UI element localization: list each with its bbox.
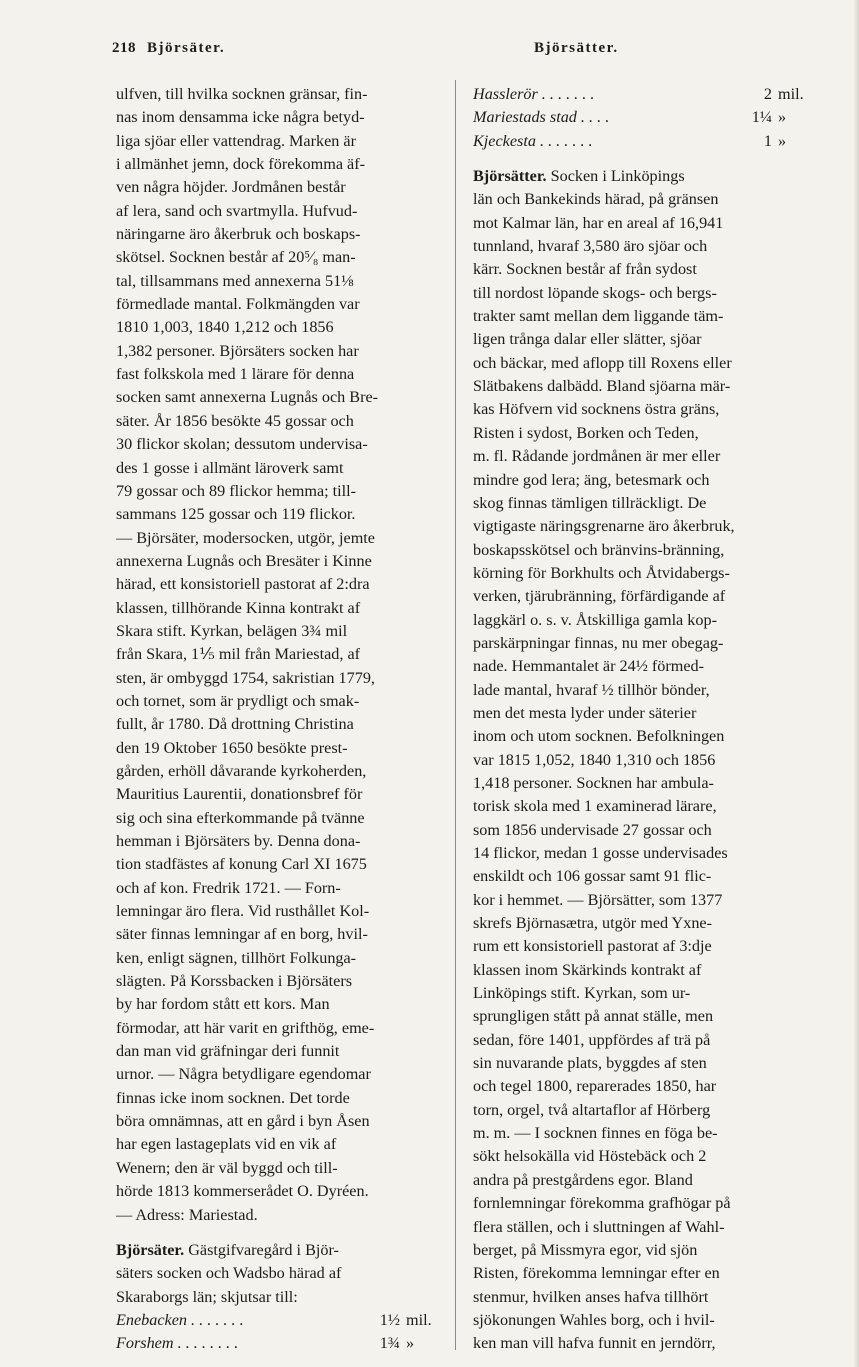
text-line: 30 flickor skolan; dessutom undervisa- — [116, 435, 368, 454]
text-line: sten, är ombyggd 1754, sakristian 1779, — [116, 668, 375, 687]
text-line: ligen trånga dalar eller slätter, sjöar — [473, 330, 702, 349]
text-line: tion stadfästes af konung Carl XI 1675 — [116, 855, 367, 874]
text-line: 14 flickor, medan 1 gosse undervisades — [473, 844, 728, 862]
text-line: förmedlade mantal. Folkmängden var — [116, 295, 360, 314]
distance-unit: mil. — [406, 1310, 432, 1329]
text-line: torn, orgel, två altartaflor af Hörberg — [473, 1100, 711, 1119]
text-line: och af kon. Fredrik 1721. — Forn- — [116, 878, 341, 897]
text-line: andra på prestgårdens egor. Bland — [473, 1170, 693, 1189]
text-line: kor i hemmet. — Björsätter, som 1377 — [473, 890, 723, 909]
text-line: berget, på Missmyra egor, vid sjön — [473, 1240, 698, 1259]
text-line: sedan, före 1401, uppfördes af trä på — [473, 1030, 711, 1049]
text-line: flera ställen, och i sluttningen af Wahl- — [473, 1217, 725, 1236]
text-line: men det mesta lyder under säterier — [473, 703, 697, 722]
text-line: härad, ett konsistoriell pastorat af 2:dra — [116, 575, 370, 594]
text-line: böra omnämnas, att en gård i byn Åsen — [116, 1112, 370, 1131]
text-line: socken samt annexerna Lugnås och Bre- — [116, 388, 379, 407]
entry-headword: Björsäter. — [116, 1240, 185, 1259]
right-body-text — [473, 165, 818, 1356]
text-line: mot Kalmar län, har en areal af 16,941 — [473, 213, 724, 232]
text-line: lemningar äro flera. Vid rusthållet Kol- — [116, 902, 370, 921]
text-line: och tornet, som är prydligt och smak- — [116, 691, 360, 710]
text-line: m. fl. Rådande jordmånen är mer eller — [473, 447, 721, 466]
text-line: klassen, tillhörande Kinna kontrakt af — [116, 598, 361, 617]
distance-unit: mil. — [778, 85, 804, 103]
text-line: ken man vill hafva funnit en jerndörr, — [473, 1334, 716, 1353]
running-head-right: Björsätter. — [534, 40, 619, 56]
text-line: från Skara, 1⅕ mil från Mariestad, af — [116, 645, 361, 664]
text-line: säter finnas lemningar af en borg, hvil- — [116, 925, 368, 944]
text-line: lade mantal, hvaraf ½ tillhör bönder, — [473, 680, 710, 699]
text-line: nade. Hemmantalet är 24½ förmed- — [473, 657, 705, 676]
text-line: rum ett konsistoriell pastorat af 3:dje — [473, 937, 712, 956]
text-line: tal, tillsammans med annexerna 51⅛ — [116, 271, 354, 290]
text-line: gården, erhöll dåvarande kyrkoherden, — [116, 761, 367, 780]
text-line: klassen inom Skärkinds kontrakt af — [473, 960, 702, 979]
text-line: sammans 125 gossar och 119 flickor. — [116, 505, 356, 524]
distance-row — [116, 1332, 446, 1355]
text-line: skrefs Björnasætra, utgör med Yxne- — [473, 914, 713, 933]
text-line: nas inom densamma icke några betyd- — [116, 108, 365, 127]
distance-row — [473, 106, 818, 129]
text-line: fornlemningar förekomma grafhögar på — [473, 1194, 731, 1213]
text-line: boskapsskötsel och bränvins-bränning, — [473, 540, 725, 559]
text-line: 1810 1,003, 1840 1,212 och 1856 — [116, 318, 334, 337]
text-line: annexerna Lugnås och Bresäter i Kinne — [116, 551, 372, 570]
right-distance-table — [473, 83, 818, 153]
text-line: mindre god lera; äng, betesmark och — [473, 470, 710, 489]
distance-value: 1½ — [379, 1310, 400, 1329]
text-line: Björsätter. Socken i Linköpings — [473, 167, 685, 186]
left-column — [116, 83, 446, 1356]
page-edge-shadow — [853, 0, 859, 1367]
text-line: körning för Borkhults och Åtvidabergs- — [473, 563, 730, 582]
text-line: — Adress: Mariestad. — [116, 1205, 258, 1224]
text-line: ulfven, till hvilka socknen gränsar, fin- — [116, 85, 368, 103]
page-number: 218 — [112, 40, 136, 56]
distance-place: Enebacken . . . . . . . — [116, 1310, 244, 1329]
text-line: verken, tjärubränning, förfärdigande af — [473, 587, 726, 606]
text-line: vigtigaste näringsgrenarne äro åkerbruk, — [473, 517, 735, 536]
text-line: och tegel 1800, reparerades 1850, har — [473, 1077, 717, 1096]
text-line: slägten. På Korssbacken i Björsäters — [116, 972, 353, 991]
right-column — [473, 83, 818, 1356]
text-line: säters socken och Wadsbo härad af — [116, 1264, 342, 1283]
text-line: Skara stift. Kyrkan, belägen 3¾ mil — [116, 621, 348, 640]
distance-value: 1¾ — [379, 1334, 400, 1353]
distance-value: 1 — [763, 131, 772, 150]
distance-row — [473, 83, 818, 106]
text-line: stenmur, hvilken anses hafva tillhört — [473, 1287, 709, 1306]
text-line: inom och utom socknen. Befolkningen — [473, 727, 725, 746]
text-line: har egen lastageplats vid en vik af — [116, 1135, 337, 1154]
text-line: sprungligen stått på annat ställe, men — [473, 1007, 714, 1026]
text-line: torisk skola med 1 examinerad lärare, — [473, 797, 717, 816]
distance-place: Forshem . . . . . . . . — [116, 1334, 239, 1353]
text-line: ken, enligt sägnen, tillhört Folkunga- — [116, 948, 357, 967]
text-line: 1,382 personer. Björsäters socken har — [116, 341, 359, 360]
text-line: parskärpningar finnas, nu mer obegag- — [473, 633, 724, 652]
text-line: Linköpings stift. Kyrkan, som ur- — [473, 984, 691, 1003]
text-line: dan man vid gräfningar deri funnit — [116, 1042, 340, 1061]
text-line: — Björsäter, modersocken, utgör, jemte — [116, 528, 375, 547]
text-line: sjökonungen Wahles borg, och i hvil- — [473, 1310, 715, 1329]
text-line: Risten i sydost, Borken och Teden, — [473, 423, 699, 442]
text-line: förmodar, att här varit en grifthög, eme- — [116, 1018, 375, 1037]
distance-unit: » — [778, 108, 787, 127]
left-body-text — [116, 83, 446, 1227]
distance-place: Kjeckesta . . . . . . . — [473, 131, 593, 150]
left-distance-table — [116, 1309, 446, 1356]
text-line: liga sjöar eller vattendrag. Marken är — [116, 131, 357, 150]
text-line: hörde 1813 kommerserådet O. Dyréen. — [116, 1182, 369, 1201]
text-line: Slätbakens dalbädd. Bland sjöarna mär- — [473, 377, 731, 396]
text-line: Mauritius Laurentii, donationsbref för — [116, 785, 363, 804]
text-line: näringarne äro åkerbruk och boskaps- — [116, 225, 361, 244]
text-line: skötsel. Socknen består af 20⁵⁄₈ man- — [116, 248, 356, 267]
distance-place: Mariestads stad . . . . — [473, 108, 610, 127]
text-line: by har fordom stått ett kors. Man — [116, 995, 330, 1014]
text-line: 79 gossar och 89 flickor hemma; till- — [116, 481, 357, 500]
text-line: sökt helsokälla vid Höstebäck och 2 — [473, 1147, 707, 1166]
text-line: Björsäter. Gästgifvaregård i Björ- — [116, 1240, 339, 1259]
text-line: sig och sina efterkommande på tvänne — [116, 808, 365, 827]
distance-unit: » — [406, 1334, 415, 1353]
text-line: säter. År 1856 besökte 45 gossar och — [116, 411, 354, 430]
column-divider — [455, 80, 456, 1350]
distance-row — [473, 130, 818, 153]
text-line: Risten, förekomma lemningar efter en — [473, 1264, 720, 1283]
text-line: sin nuvarande plats, byggdes af sten — [473, 1054, 707, 1073]
text-line: län och Bankekinds härad, på gränsen — [473, 190, 719, 209]
text-line: fast folkskola med 1 lärare för denna — [116, 365, 355, 384]
text-line: fullt, år 1780. Då drottning Christina — [116, 715, 354, 734]
text-line: af lera, sand och svartmylla. Hufvud- — [116, 201, 358, 220]
text-line: kas Höfvern vid socknens östra gräns, — [473, 400, 720, 419]
text-line: finnas icke inom socknen. Det torde — [116, 1088, 350, 1107]
distance-row — [116, 1309, 446, 1332]
text-line: hemman i Björsäters by. Denna dona- — [116, 832, 361, 850]
text-line: 1,418 personer. Socknen har ambula- — [473, 773, 714, 792]
text-line: enskildt och 106 gossar samt 91 flic- — [473, 867, 712, 886]
text-line: och bäckar, med aflopp till Roxens eller — [473, 353, 732, 372]
text-line: kärr. Socknen består af från sydost — [473, 260, 697, 279]
text-line: skog finnas tämligen tillräckligt. De — [473, 493, 707, 512]
bjorsater-inn-entry — [116, 1239, 446, 1309]
running-head-left: Björsäter. — [147, 40, 226, 56]
text-line: laggkärl o. s. v. Åtskilliga gamla kop- — [473, 610, 717, 629]
text-line: trakter samt mellan dem liggande täm- — [473, 307, 724, 326]
text-line: den 19 Oktober 1650 besökte prest- — [116, 738, 348, 757]
distance-place: Hasslerör . . . . . . . — [473, 85, 595, 103]
text-line: m. m. — I socknen finnes en föga be- — [473, 1124, 718, 1143]
entry-headword: Björsätter. — [473, 167, 547, 186]
text-line: till nordost löpande skogs- och bergs- — [473, 283, 717, 302]
distance-value: 1¼ — [751, 108, 772, 127]
text-line: som 1856 undervisade 27 gossar och — [473, 820, 712, 839]
distance-unit: » — [778, 131, 787, 150]
text-line: Skaraborgs län; skjutsar till: — [116, 1287, 298, 1306]
text-line: urnor. — Några betydligare egendomar — [116, 1065, 371, 1084]
distance-value: 2 — [763, 85, 772, 103]
text-line: tunnland, hvaraf 3,580 äro sjöar och — [473, 237, 708, 256]
text-line: var 1815 1,052, 1840 1,310 och 1856 — [473, 750, 716, 769]
text-line: ven några höjder. Jordmånen består — [116, 178, 346, 197]
text-line: i allmänhet jemn, dock förekomma äf- — [116, 155, 366, 174]
text-line: des 1 gosse i allmänt läroverk samt — [116, 458, 344, 477]
text-line: Wenern; den är väl byggd och till- — [116, 1158, 338, 1177]
